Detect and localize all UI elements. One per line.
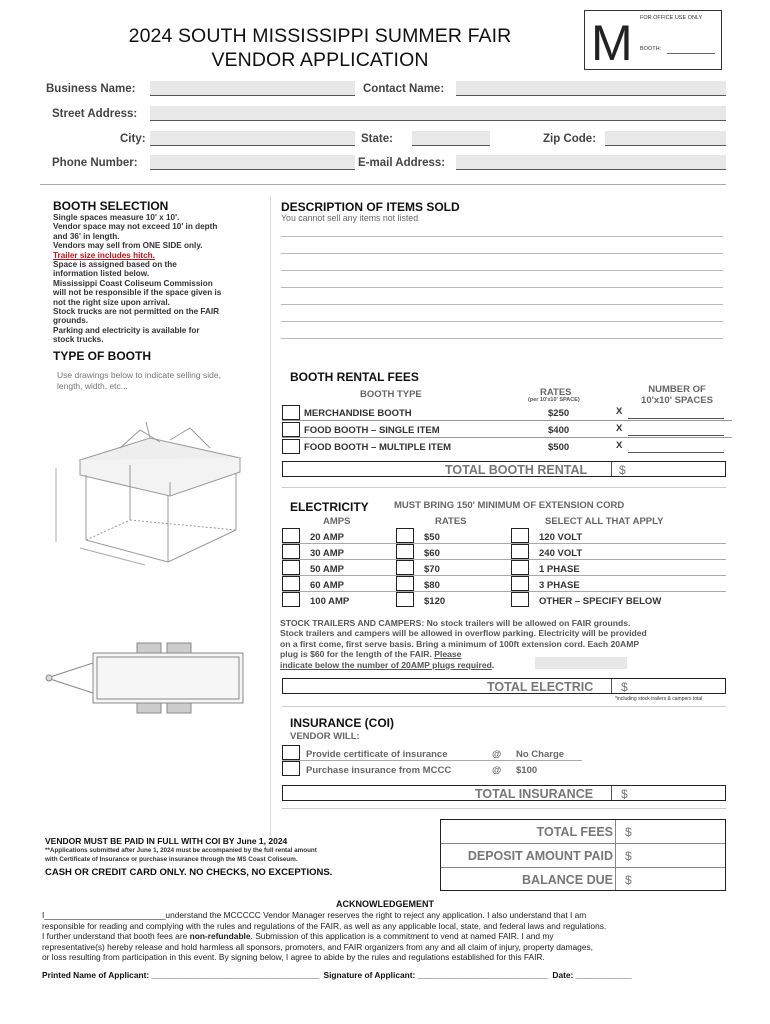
type-of-booth-instructions	[57, 370, 221, 392]
total-divider	[611, 679, 612, 693]
ack-line: I__________________________understand the MCCCCC Vendor Manager reserves the right to reject any application. I also understand that I am	[42, 910, 587, 920]
booth-selection-text	[53, 213, 268, 345]
elec-col-amps: AMPS	[323, 516, 351, 527]
fees-row	[441, 820, 725, 844]
plugs-required-field[interactable]	[535, 657, 627, 669]
rate-70-checkbox[interactable]	[396, 560, 414, 575]
note-line: **Applications submitted after June 1, 2024 must be accompanied by the full rental amount	[45, 847, 317, 854]
rental-col-type: BOOTH TYPE	[360, 389, 422, 400]
phase-1-checkbox[interactable]	[511, 560, 529, 575]
email-label: E-mail Address:	[358, 157, 446, 169]
elec-row	[282, 560, 726, 576]
rental-type: FOOD BOOTH – SINGLE ITEM	[304, 425, 440, 436]
elec-opt: 1 PHASE	[539, 564, 580, 575]
elec-amp: 60 AMP	[310, 580, 344, 591]
rental-count-line[interactable]	[628, 452, 724, 453]
must-pay-note: VENDOR MUST BE PAID IN FULL WITH COI BY June 1, 2024	[45, 836, 288, 846]
total-booth-rental-box	[282, 461, 726, 477]
divider	[282, 808, 726, 809]
insurance-option: Purchase insurance from MCCC	[306, 765, 452, 776]
description-line[interactable]	[281, 321, 723, 322]
purchase-insurance-checkbox[interactable]	[282, 761, 300, 776]
phone-field[interactable]	[150, 155, 355, 170]
volt-240-checkbox[interactable]	[511, 544, 529, 559]
instr-line: length, width, etc...	[57, 381, 128, 391]
page-title	[60, 24, 580, 72]
ack-text	[42, 910, 732, 963]
elec-row	[282, 592, 726, 608]
provide-coi-checkbox[interactable]	[282, 745, 300, 760]
amp-100-checkbox[interactable]	[282, 592, 300, 607]
elec-row	[282, 576, 726, 592]
date-field[interactable]: Date: ____________	[552, 970, 632, 980]
booth-line: Mississippi Coast Coliseum Commission	[53, 278, 213, 288]
office-letter: M	[591, 15, 633, 71]
insurance-option: Provide certificate of insurance	[306, 749, 448, 760]
ack-text-c: . Submission of this application is a commitment to vend at named FAIR. I and my	[250, 931, 554, 942]
state-label: State:	[361, 133, 393, 145]
trailer-note: Trailer size includes hitch.	[53, 250, 155, 260]
food-single-checkbox[interactable]	[282, 422, 300, 437]
description-line[interactable]	[281, 270, 723, 271]
elec-col-select: SELECT ALL THAT APPLY	[545, 516, 664, 527]
total-electric-label: TOTAL ELECTRIC	[487, 680, 594, 694]
total-fees-label: TOTAL FEES	[536, 825, 613, 839]
column-divider	[270, 196, 271, 836]
total-electric-field[interactable]	[631, 679, 725, 693]
fees-divider	[615, 820, 616, 843]
amp-60-checkbox[interactable]	[282, 576, 300, 591]
total-electric-dollar: $	[621, 680, 628, 694]
total-fees-field[interactable]	[635, 820, 725, 843]
stock-line: Stock trailers and campers will be allowed in overflow parking. Electricity will be provided	[280, 628, 647, 639]
section-divider	[40, 184, 726, 185]
elec-row	[282, 544, 726, 560]
title-line-1: 2024 SOUTH MISSISSIPPI SUMMER FAIR	[128, 25, 512, 47]
rental-x: X	[616, 406, 623, 417]
electric-footnote: *including stock trailers & campers total	[615, 696, 703, 702]
vendor-will-label: VENDOR WILL:	[290, 731, 360, 742]
description-line[interactable]	[281, 338, 723, 339]
rate-80-checkbox[interactable]	[396, 576, 414, 591]
insurance-heading: INSURANCE (COI)	[290, 716, 394, 730]
rate-60-checkbox[interactable]	[396, 544, 414, 559]
total-electric-box	[282, 678, 726, 694]
rental-row	[282, 404, 732, 421]
fees-dollar: $	[625, 849, 632, 863]
total-booth-rental-dollar: $	[619, 463, 626, 477]
elec-opt: 120 VOLT	[539, 532, 583, 543]
stock-please: Please	[434, 649, 462, 660]
balance-field[interactable]	[635, 868, 725, 890]
elec-opt: 240 VOLT	[539, 548, 583, 559]
insurance-at: @	[492, 749, 502, 760]
rental-rate: $400	[548, 425, 570, 436]
office-use-label: FOR OFFICE USE ONLY	[640, 15, 703, 21]
divider	[282, 706, 726, 707]
city-label: City:	[120, 133, 146, 145]
elec-amp: 20 AMP	[310, 532, 344, 543]
ack-nonrefundable: non-refundable	[189, 931, 251, 942]
col-number-line: 10'x10' SPACES	[641, 395, 713, 406]
rental-rate: $500	[548, 442, 570, 453]
elec-rate: $70	[424, 564, 440, 575]
booth-line: information listed below.	[53, 269, 150, 279]
title-line-2: VENDOR APPLICATION	[211, 49, 429, 71]
rental-col-rates-sub: (per 10'x10' SPACE)	[528, 397, 580, 403]
description-heading: DESCRIPTION OF ITEMS SOLD	[281, 200, 460, 214]
ack-line	[42, 931, 732, 942]
fees-dollar: $	[625, 825, 632, 839]
electricity-heading: ELECTRICITY	[290, 500, 369, 514]
rental-type: FOOD BOOTH – MULTIPLE ITEM	[304, 442, 452, 453]
rental-count-line[interactable]	[628, 435, 724, 436]
fees-row	[441, 868, 725, 890]
ack-text-a: I further understand that booth fees are	[42, 931, 190, 942]
description-line[interactable]	[281, 287, 723, 288]
booth-line: not the right size upon arrival.	[53, 297, 170, 307]
merchandise-checkbox[interactable]	[282, 405, 300, 420]
office-booth-line	[667, 53, 715, 54]
tent-drawing[interactable]	[50, 420, 250, 570]
fees-divider	[615, 868, 616, 890]
cash-only-note: CASH OR CREDIT CARD ONLY. NO CHECKS, NO EXCEPTIONS.	[45, 867, 333, 878]
zip-label: Zip Code:	[543, 133, 597, 145]
booth-line: Single spaces measure 10' x 10'.	[53, 213, 180, 222]
office-booth-label: BOOTH:	[640, 46, 662, 52]
insurance-row	[282, 761, 582, 777]
divider	[282, 487, 726, 488]
description-lines[interactable]	[281, 236, 723, 355]
electricity-rows	[282, 528, 726, 608]
stock-trailers-note	[280, 618, 730, 670]
rental-x: X	[616, 423, 623, 434]
rental-count-line[interactable]	[628, 418, 724, 419]
rental-x: X	[616, 440, 623, 451]
stock-indicate: indicate below the number of 20AMP plugs required	[280, 659, 492, 670]
deposit-field[interactable]	[635, 844, 725, 867]
phase-3-checkbox[interactable]	[511, 576, 529, 591]
insurance-row	[282, 745, 582, 761]
booth-line: and 36' in length.	[53, 231, 120, 241]
description-line[interactable]	[281, 253, 723, 254]
elec-rate: $120	[424, 596, 446, 607]
fees-row	[441, 844, 725, 868]
note-line: with Certificate of Insurance or purchase insurance through the MS Coast Coliseum.	[45, 855, 298, 863]
elec-rate: $50	[424, 532, 440, 543]
elec-row	[282, 528, 726, 544]
description-note: You cannot sell any items not listed	[281, 213, 419, 223]
stock-line: on a first come, first serve basis. Bring a minimum of 100ft extension cord. Each 20AMP	[280, 638, 640, 649]
type-of-booth-heading: TYPE OF BOOTH	[53, 349, 152, 363]
booth-line: Vendor space may not exceed 10' in depth	[53, 222, 218, 232]
trailer-drawing[interactable]	[45, 635, 250, 723]
total-booth-rental-label: TOTAL BOOTH RENTAL	[445, 463, 588, 477]
total-divider	[611, 462, 612, 476]
late-application-note	[45, 847, 317, 864]
booth-line: Vendors may sell from ONE SIDE only.	[53, 241, 203, 251]
total-insurance-field[interactable]	[631, 786, 725, 800]
ack-heading: ACKNOWLEDGEMENT	[336, 899, 434, 909]
rental-heading: BOOTH RENTAL FEES	[290, 370, 419, 384]
ack-line: or loss resulting from participation in this event. By signing below, I agree to abide by the rules and regulations established for this FAIR.	[42, 952, 545, 963]
stock-line-text: plug is $60 for the length of the FAIR.	[280, 649, 435, 660]
trailer-note-text: Trailer size includes hitch	[53, 250, 153, 260]
elec-amp: 30 AMP	[310, 548, 344, 559]
ack-line: representative(s) hereby release and hold harmless all sponsors, promoters, and FAIR organizers from any and all claim of injury, property damages,	[42, 941, 593, 952]
rental-row	[282, 438, 732, 455]
stock-line: indicate below the number of 20AMP plugs required.	[280, 659, 495, 670]
total-insurance-label: TOTAL INSURANCE	[475, 787, 594, 801]
rental-col-number	[622, 384, 732, 406]
rental-rows	[282, 404, 732, 455]
insurance-rows	[282, 745, 582, 777]
fees-divider	[615, 844, 616, 867]
insurance-price: No Charge	[516, 749, 565, 760]
ack-line: responsible for reading and complying with the rules and regulations of the FAIR, as well as any applicable local, state, and federal laws and regulations.	[42, 920, 607, 931]
description-line[interactable]	[281, 304, 723, 305]
balance-label: BALANCE DUE	[522, 873, 613, 887]
booth-selection-heading: BOOTH SELECTION	[53, 199, 169, 213]
deposit-label: DEPOSIT AMOUNT PAID	[467, 849, 613, 863]
stock-line	[280, 649, 730, 659]
total-insurance-dollar: $	[621, 787, 628, 801]
signature-row	[42, 970, 632, 980]
volt-120-checkbox[interactable]	[511, 528, 529, 543]
rental-rate: $250	[548, 408, 570, 419]
total-booth-rental-field[interactable]	[631, 462, 725, 476]
elec-opt: OTHER – SPECIFY BELOW	[539, 596, 662, 607]
elec-rate: $80	[424, 580, 440, 591]
fees-box	[440, 819, 726, 891]
stock-line: STOCK TRAILERS AND CAMPERS: No stock trailers will be allowed on FAIR grounds.	[280, 618, 631, 628]
rate-120-checkbox[interactable]	[396, 592, 414, 607]
total-divider	[611, 786, 612, 800]
street-address-label: Street Address:	[52, 108, 138, 120]
booth-line: Stock trucks are not permitted on the FAIR	[53, 307, 220, 317]
instr-line: Use drawings below to indicate selling side,	[57, 370, 221, 380]
booth-line: Space is assigned based on the	[53, 260, 177, 270]
amp-30-checkbox[interactable]	[282, 544, 300, 559]
street-address-field[interactable]	[150, 106, 726, 121]
insurance-at: @	[492, 765, 502, 776]
booth-line: Parking and electricity is available for	[53, 325, 200, 335]
booth-line: grounds.	[53, 316, 89, 326]
elec-opt: 3 PHASE	[539, 580, 580, 591]
contact-name-field[interactable]	[456, 81, 726, 96]
amp-20-checkbox[interactable]	[282, 528, 300, 543]
elec-amp: 50 AMP	[310, 564, 344, 575]
contact-name-label: Contact Name:	[363, 83, 445, 95]
col-number-line: NUMBER OF	[648, 384, 706, 395]
city-field[interactable]	[150, 131, 355, 146]
fees-dollar: $	[625, 873, 632, 887]
booth-line: stock trucks.	[53, 335, 104, 345]
elec-amp: 100 AMP	[310, 596, 350, 607]
business-name-label: Business Name:	[46, 83, 136, 95]
rental-type: MERCHANDISE BOOTH	[304, 408, 412, 419]
extension-cord-note: MUST BRING 150' MINIMUM OF EXTENSION CORD	[394, 500, 625, 511]
total-insurance-box	[282, 785, 726, 801]
other-checkbox[interactable]	[511, 592, 529, 607]
phone-label: Phone Number:	[52, 157, 138, 169]
rental-row	[282, 421, 732, 438]
printed-name-field[interactable]: Printed Name of Applicant: ____________________________________	[42, 970, 320, 980]
zip-field[interactable]	[605, 131, 726, 146]
state-field[interactable]	[412, 131, 490, 146]
signature-field[interactable]: Signature of Applicant: ____________________________	[323, 970, 549, 980]
amp-50-checkbox[interactable]	[282, 560, 300, 575]
rate-50-checkbox[interactable]	[396, 528, 414, 543]
description-line[interactable]	[281, 236, 723, 237]
elec-col-rates: RATES	[435, 516, 467, 527]
insurance-price: $100	[516, 765, 538, 776]
booth-line: will not be responsible if the space given is	[53, 288, 222, 298]
food-multiple-checkbox[interactable]	[282, 439, 300, 454]
business-name-field[interactable]	[150, 81, 355, 96]
email-field[interactable]	[456, 155, 726, 170]
elec-rate: $60	[424, 548, 440, 559]
rental-col-rates: RATES	[540, 387, 572, 398]
